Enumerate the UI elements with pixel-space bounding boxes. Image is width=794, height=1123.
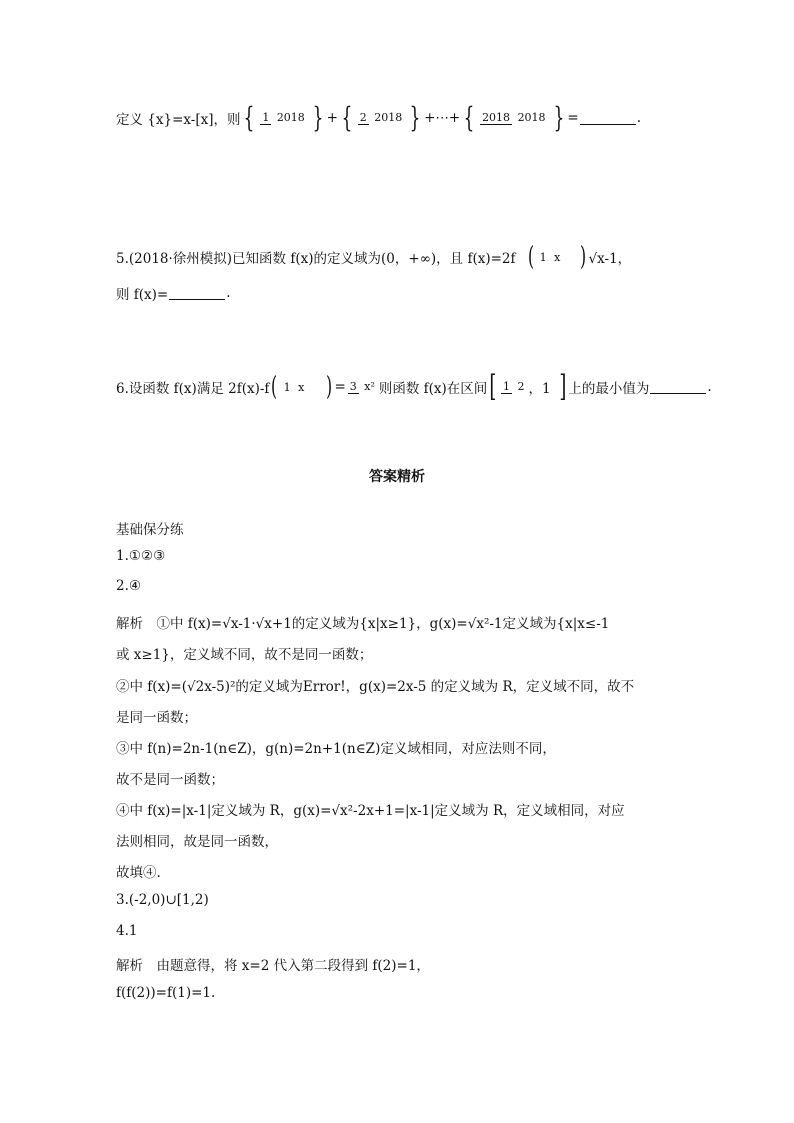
question-5-line1: 5.(2018·徐州模拟)已知函数 f(x)的定义域为(0，+∞)，且 f(x)=2f ( 1 x ) √x-1， [116,242,632,272]
answer-blank[interactable] [580,112,636,125]
question-5-line2: 则 f(x)= . [116,285,231,303]
answer-2-line3: ②中 f(x)=(√2x-5)²的定义域为Error!，g(x)=2x-5 的定义域为 R，定义域不同，故不 [116,679,635,695]
answers-title: 答案精析 [369,469,425,485]
answer-4-line1: 解析 由题意得，将 x=2 代入第二段得到 f(2)=1， [116,958,430,974]
definition-prefix: 定义 {x}=x-[x]，则 [116,112,241,128]
fraction-1: 1 2018 [262,111,305,124]
q6-fraction-1: 1 x [283,380,305,394]
question-definition: 定义 {x}=x-[x]，则 { 1 2018 } + { 2 2018 } +⋯+ { 2018 2018 } = . [116,101,641,134]
answer-1: 1.①②③ [116,548,166,564]
question-6: 6.设函数 f(x)满足 2f(x)-f ( 1 x ) = 3 x² 则函数 f(x)在区间 [ 1 2 ，1 ] 上的最小值为 . [116,369,712,404]
answer-3: 3.(-2,0)∪[1,2) [116,892,209,908]
fraction-2: 2 2018 [359,111,403,124]
answer-2: 2.④ [116,578,141,594]
answer-2-line4: 是同一函数； [116,710,197,726]
q6-fraction-2: 3 x² [349,380,375,393]
q5-fraction: 1 x [539,250,561,264]
q6-interval-fraction: 1 2 [503,380,525,393]
answer-2-line2: 或 x≥1}，定义域不同，故不是同一函数； [116,647,373,663]
answer-2-line1: 解析 ①中 f(x)=√x-1·√x+1的定义域为{x|x≥1}，g(x)=√x²-1定义域为{x|x≤-1 [116,616,610,632]
fraction-3: 2018 2018 [482,111,546,124]
answer-2-line8: 法则相同，故是同一函数， [116,834,278,850]
answer-2-line9: 故填④. [116,865,161,881]
answer-4-line2: f(f(2))=f(1)=1. [116,985,216,1001]
answer-blank[interactable] [169,287,225,300]
answer-blank[interactable] [650,381,706,394]
answer-2-line7: ④中 f(x)=|x-1|定义域为 R，g(x)=√x²-2x+1=|x-1|定义域为 R，定义域相同，对应 [116,803,625,819]
ellipsis-sum: +⋯+ [424,110,461,126]
answer-2-line6: 故不是同一函数； [116,772,224,788]
answer-2-line5: ③中 f(n)=2n-1(n∈Z)，g(n)=2n+1(n∈Z)定义域相同，对应法则不同， [116,741,556,757]
answer-4: 4.1 [116,923,138,939]
section-label: 基础保分练 [116,522,184,538]
